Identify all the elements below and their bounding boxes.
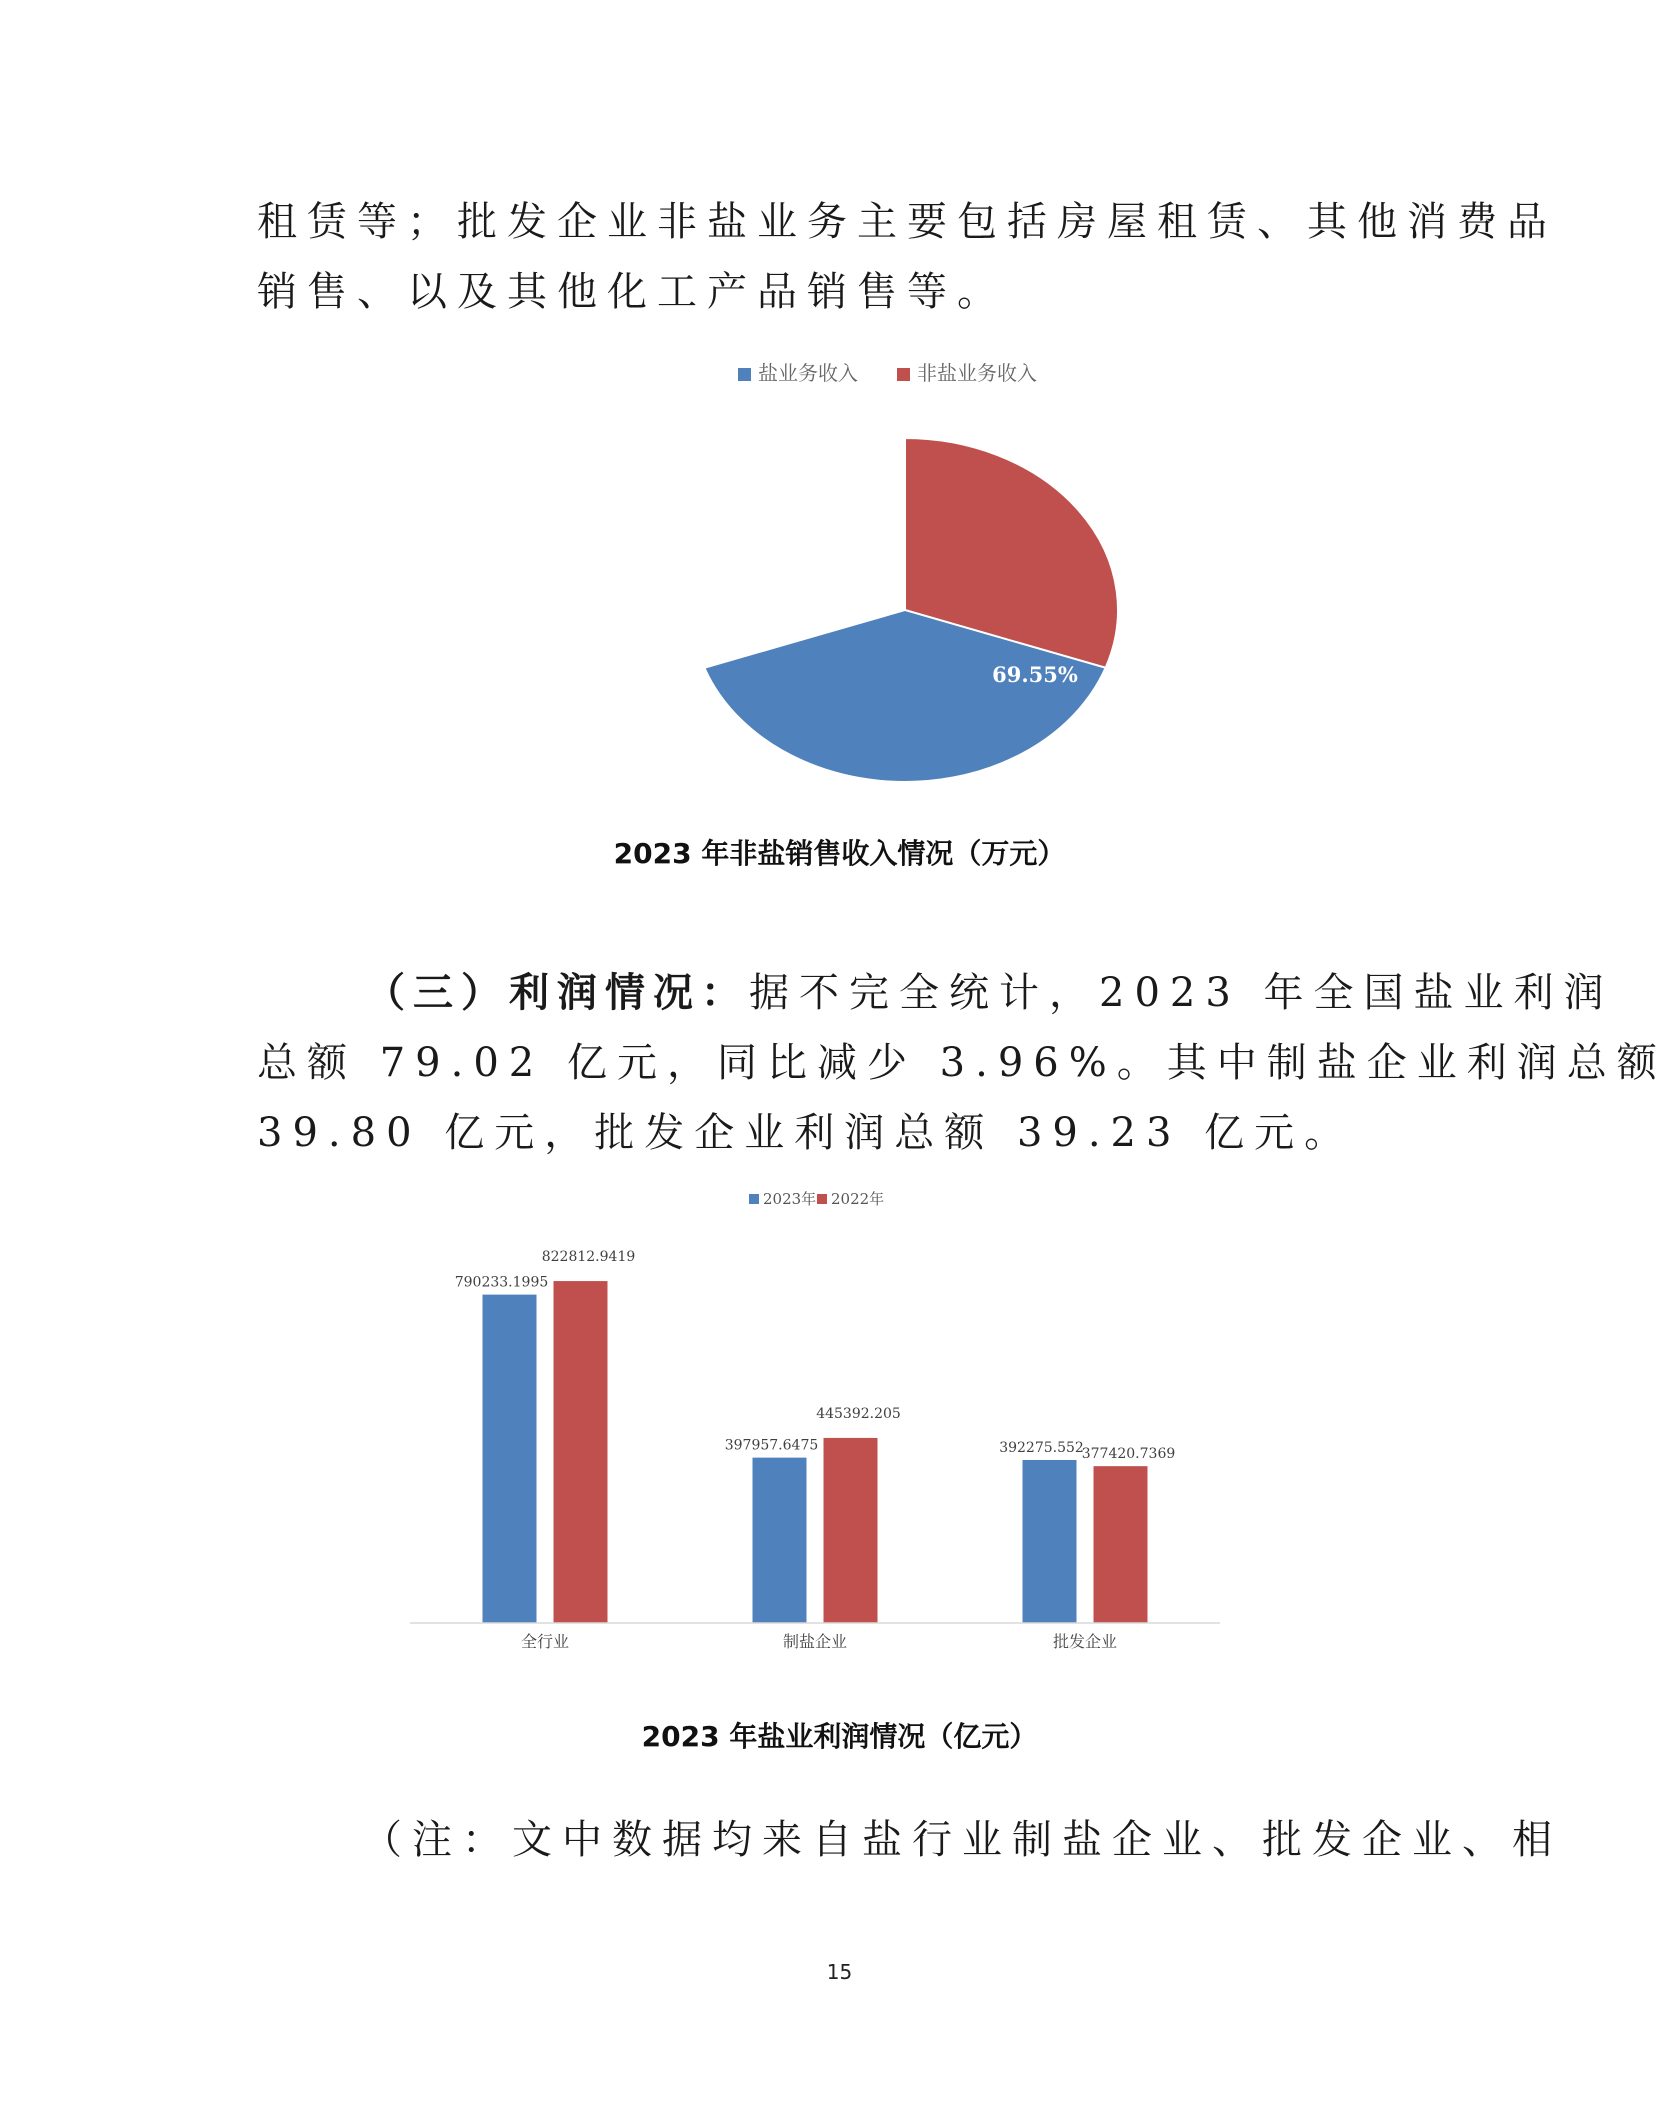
profit-line-3: 39.80 亿元，批发企业利润总额 39.23 亿元。 [257,1110,1355,1156]
bar-1-0 [753,1458,807,1623]
pie-label-1: 30.45% [720,522,806,547]
page-number: 15 [826,1960,853,1984]
bar-value-label-0-0: 790233.1995 [454,1274,549,1291]
pie-legend-swatch-nonsalt [897,368,910,381]
intro-line-1: 租赁等；批发企业非盐业务主要包括房屋租赁、其他消费品 [257,199,1557,245]
bar-1-1 [824,1438,878,1623]
pie-legend-label-nonsalt: 非盐业务收入 [917,361,1037,385]
pie-label-0: 69.55% [992,662,1078,687]
bar-legend [749,1190,884,1208]
intro-line-2: 销售、以及其他化工产品销售等。 [257,269,1007,315]
bar-value-label-1-1: 445392.205 [816,1405,901,1422]
bar-marks [455,1249,1176,1651]
bar-0-0 [483,1295,537,1623]
bar-legend-swatch-2023 [749,1194,759,1204]
note-line: （注：文中数据均来自盐行业制盐企业、批发企业、相 [362,1817,1562,1863]
bar-category-label-1: 制盐企业 [782,1632,848,1651]
intro-paragraph [257,187,1557,327]
profit-paragraph [257,958,1667,1168]
bar-caption: 2023 年盐业利润情况（亿元） [641,1720,1038,1753]
bar-category-label-2: 批发企业 [1052,1632,1118,1651]
profit-line-1 [257,958,1614,1028]
bar-2-0 [1023,1460,1077,1623]
bar-legend-swatch-2022 [817,1194,827,1204]
profit-heading: （三）利润情况： [365,970,749,1016]
note-paragraph [362,1805,1562,1875]
pie-legend-label-salt: 盐业务收入 [758,361,858,385]
pie-slices [704,438,1118,782]
profit-line-2: 总额 79.02 亿元，同比减少 3.96%。其中制盐企业利润总额 [257,1040,1667,1086]
bar-legend-label-2023: 2023年 [763,1190,817,1208]
profit-bar-chart [0,1185,1679,1655]
pie-legend [738,361,1037,385]
profit-line-1-text: 据不完全统计，2023 年全国盐业利润 [749,970,1614,1016]
bar-value-label-0-1: 822812.9419 [541,1249,636,1266]
pie-chart [0,350,1679,870]
bar-value-label-2-1: 377420.7369 [1081,1446,1176,1463]
bar-category-label-0: 全行业 [520,1632,570,1651]
pie-caption: 2023 年非盐销售收入情况（万元） [613,837,1066,870]
bar-legend-label-2022: 2022年 [831,1190,885,1208]
bar-value-label-1-0: 397957.6475 [724,1437,819,1454]
bar-value-label-2-0: 392275.552 [999,1439,1084,1456]
pie-legend-swatch-salt [738,368,751,381]
bar-0-1 [554,1281,608,1623]
bar-2-1 [1094,1466,1148,1623]
